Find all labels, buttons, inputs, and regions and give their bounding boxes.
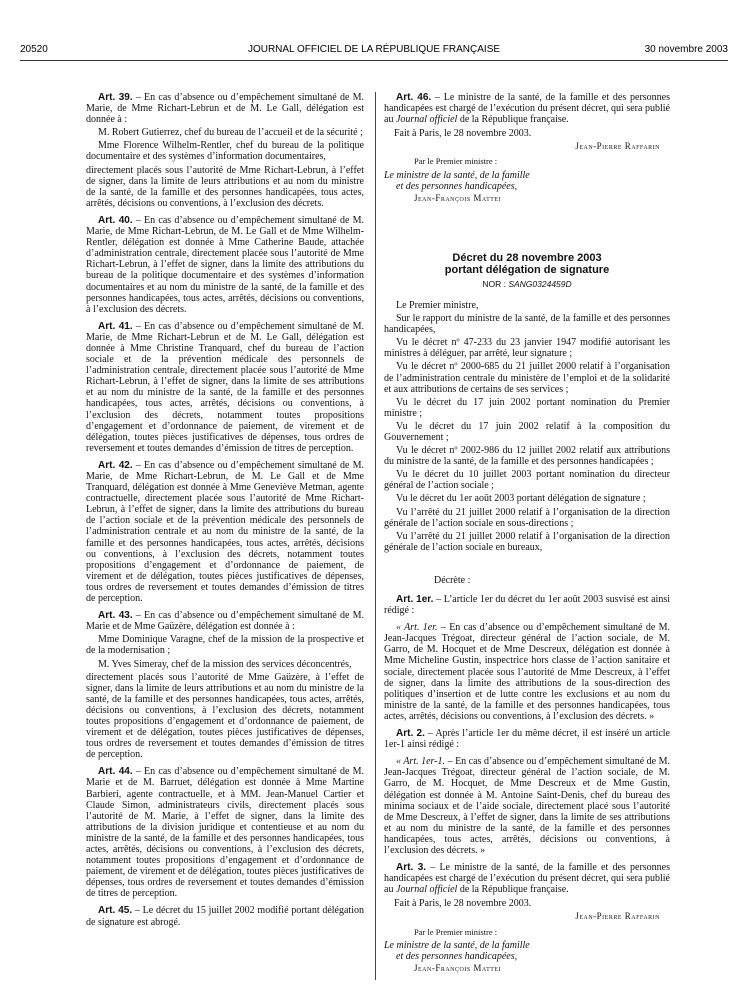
left-column	[86, 92, 364, 930]
journal-title: JOURNAL OFFICIEL DE LA RÉPUBLIQUE FRANÇAISE	[247, 44, 501, 55]
minister-title-line-2: et des personnes handicapées,	[396, 180, 518, 192]
visa-10: Vu l’arrêté du 21 juillet 2000 relatif à l’organisation de la direction générale de l’action sociale en bureaux,	[384, 530, 670, 553]
article-39-closing: directement placés sous l’autorité de Mme Richart-Lebrun, à l’effet de signer, dans la limite de leurs attributions et au nom du ministre de la santé, de la famille et des personnes handicapées, tous actes, arrêtés, décisions ou conventions, à l’exclusion des décrets.	[86, 164, 364, 209]
visa-6: Vu le décret nº 2002-986 du 12 juillet 2002 relatif aux attributions du ministre de la santé, de la famille et des personnes handicapées ;	[384, 445, 670, 468]
article-40: Art. 40. – En cas d’absence ou d’empêchement simultané de M. Marie, de Mme Richart-Lebrun, de M. Le Gall et de Mme Wilhelm-Rentler, délégation est donnée à Mme Catherine Baude, attachée d’administration centrale, directement placée sous l’autorité de Mme Richart-Lebrun, à l’effet de signer, dans la limite des attributions du bureau de la politique documentaire et des systèmes d’information documentaires et au nom du ministre de la santé, de la famille et des personnes handicapées, tous actes, arrêtés, décisions ou conventions, à l’exclusion des décrets.	[86, 214, 365, 315]
signatory-name: Jean-Pierre Raffarin	[575, 141, 660, 152]
article-43: Art. 43. – En cas d’absence ou d’empêchement simultané de M. Marie et de Mme Gaüzère, délégation est donnée à :	[86, 610, 365, 633]
article-46: Art. 46. – Le ministre de la santé, de la famille et des personnes handicapées est chargé de l’exécution du présent décret, qui sera publié au Journal officiel de la République française.	[384, 92, 670, 126]
right-column	[384, 92, 670, 974]
countersign-intro: Par le Premier ministre :	[414, 156, 498, 167]
countersign-intro-2: Par le Premier ministre :	[414, 926, 498, 937]
minister-title-2-line-2: et des personnes handicapées,	[396, 950, 518, 962]
decrete: Décrète :	[434, 574, 471, 586]
minister-title-line-1: Le ministre de la santé, de la famille	[384, 169, 530, 181]
decree-article-2-quote: « Art. 1er-1. – En cas d’absence ou d’empêchement simultané de M. Jean-Jacques Trégoat, directeur général de l’action sociale, de M. Garro, de M. Hocquet, de Mme Descreux et de Mme Gustin, délégation est donnée à M. Antoine Saint-Denis, chef du bureau des minima sociaux et de l’aide sociale, directement placé sous l’autorité de Mme Descreux, à l’effet de signer, dans la limite de ses attributions et au nom du ministre de la santé, de la famille et des personnes handicapées, tous actes, arrêtés, décisions ou conventions, à l’exclusion des décrets. »	[384, 756, 670, 856]
article-39-item-2: Mme Florence Wilhelm-Rentler, chef du bureau de la politique documentaire et des systèmes d’information documentaires,	[86, 140, 364, 163]
decree-article-2: Art. 2. – Après l’article 1er du même décret, il est inséré un article 1er-1 ainsi rédigé :	[384, 728, 670, 751]
decree-title: Décret du 28 novembre 2003 portant délégation de signature	[444, 251, 610, 277]
article-42: Art. 42. – En cas d’absence ou d’empêchement simultané de M. Marie, de Mme Richart-Lebrun, de M. Le Gall et de Mme Tranquard, délégation est donnée à Mme Geneviève Metman, agente contractuelle, directement placée sous l’autorité de Mme Richart-Lebrun, à l’effet de signer, dans la limite des attributions du bureau de l’action sociale et de la prévention médicale des personnels de l’administration centrale et au nom du ministre de la santé, de la famille et des personnes handicapées, tous actes, arrêtés, décisions ou conventions, à l’exclusion des décrets, notamment toutes propositions d’engagement et d’ordonnance de paiement, de virement et de délégation, toutes pièces justificatives de dépenses, tous ordres de reversement et toutes demandes d’émission de titres de perception.	[86, 459, 365, 605]
visa-2: Vu le décret nº 47-233 du 23 janvier 1947 modifié autorisant les ministres à déléguer, par arrêté, leur signature ;	[384, 337, 670, 360]
signature-date: Fait à Paris, le 28 novembre 2003.	[394, 128, 532, 140]
article-45: Art. 45. – Le décret du 15 juillet 2002 modifié portant délégation de signature est abrogé.	[86, 905, 364, 928]
article-39-item-1: M. Robert Gutierrez, chef du bureau de l’accueil et de la sécurité ;	[98, 127, 363, 139]
issue-date: 30 novembre 2003	[644, 44, 728, 55]
visa-1: Sur le rapport du ministre de la santé, de la famille et des personnes handicapées,	[384, 313, 670, 336]
page-header	[20, 44, 728, 58]
decree-article-1-quote: « Art. 1er. – En cas d’absence ou d’empêchement simultané de M. Jean-Jacques Trégoat, directeur général de l’action sociale, de M. Garro, de M. Hocquet et de Mme Descreux, délégation est donnée à Mme Micheline Gustin, inspectrice hors classe de l’action sanitaire et sociale, directement placée sous l’autorité de Mme Descreux, à l’effet de signer, dans la limite des attributions de la sous-direction des politiques d’insertion et de lutte contre les exclusions et au nom du ministre de la santé, de la famille et des personnes handicapées, tous actes, arrêtés, décisions ou conventions, à l’exclusion des décrets. »	[384, 622, 671, 722]
article-44: Art. 44. – En cas d’absence ou d’empêchement simultané de M. Marie et de M. Barruet, délégation est donnée à Mme Martine Barbieri, agente contractuelle, et à MM. Jean-Manuel Cartier et Claude Simon, administrateurs civils, directement placés sous l’autorité de M. Marie, à l’effet de signer, dans la limite des attributions de la division juridique et contentieuse et au nom du ministre de la santé, de la famille et des personnes handicapées, tous actes, arrêtés, décisions ou conventions, à l’exclusion des décrets, notamment toutes propositions d’engagement et d’ordonnance de paiement, de virement et de délégation, toutes pièces justificatives de dépenses, tous ordres de reversement et toutes demandes d’émission de titres de perception.	[86, 766, 365, 900]
signature-date-2: Fait à Paris, le 28 novembre 2003.	[394, 898, 532, 910]
visa-4: Vu le décret du 17 juin 2002 portant nomination du Premier ministre ;	[384, 396, 670, 419]
minister-name: Jean-François Mattei	[414, 192, 502, 203]
page-number: 20520	[20, 44, 48, 55]
visa-9: Vu l’arrêté du 21 juillet 2000 relatif à l’organisation de la direction générale de l’action sociale en sous-directions ;	[384, 506, 670, 529]
minister-title-2-line-1: Le ministre de la santé, de la famille	[384, 939, 530, 951]
article-43-item-1: Mme Dominique Varagne, chef de la mission de la prospective et de la modernisation ;	[86, 634, 364, 657]
decree-article-3: Art. 3. – Le ministre de la santé, de la famille et des personnes handicapées est chargé de l’exécution du présent décret, qui sera publié au Journal officiel de la République française.	[384, 862, 670, 896]
signatory-name-2: Jean-Pierre Raffarin	[575, 911, 660, 922]
minister-name-2: Jean-François Mattei	[414, 962, 502, 973]
article-41: Art. 41. – En cas d’absence ou d’empêchement simultané de M. Marie, de Mme Richart-Lebrun et de M. Le Gall, délégation est donnée à Mme Christine Tranquard, chef du bureau de l’action sociale et de la prévention médicale des personnels de l’administration centrale, directement placée sous l’autorité de Mme Richart-Lebrun, à l’effet de signer, dans la limite de ses attributions et au nom du ministre de la santé, de la famille et des personnes handicapées, tous actes, arrêtés, décisions ou conventions, à l’exclusion des décrets, notamment toutes propositions d’engagement et d’ordonnance de paiement, de virement et de délégation, toutes pièces justificatives de dépenses, tous ordres de reversement et toutes demandes d’émission de titres de perception.	[86, 320, 365, 454]
decree-article-1: Art. 1er. – L’article 1er du décret du 1er août 2003 susvisé est ainsi rédigé :	[384, 594, 670, 617]
article-43-closing: directement placés sous l’autorité de Mme Gaüzère, à l’effet de signer, dans la limite de leurs attributions et au nom du ministre de la santé, de la famille et des personnes handicapées, tous actes, arrêtés, décisions ou conventions, à l’exclusion des décrets, notamment toutes propositions d’engagement et d’ordonnance de paiement, de virement et de délégation, toutes pièces justificatives de dépenses, tous ordres de reversement et toutes demandes d’émission de titres de perception.	[86, 671, 364, 761]
visa-3: Vu le décret nº 2000-685 du 21 juillet 2000 relatif à l’organisation de l’administration centrale du ministère de l’emploi et de la solidarité et aux attributions de certains de ses services ;	[384, 361, 670, 395]
visa-8: Vu le décret du 1er août 2003 portant délégation de signature ;	[396, 493, 646, 505]
article-43-item-2: M. Yves Simeray, chef de la mission des services déconcentrés,	[98, 658, 352, 670]
nor-reference: NOR : SANG0324459D	[482, 278, 572, 289]
visa-5: Vu le décret du 17 juin 2002 relatif à la composition du Gouvernement ;	[384, 420, 670, 443]
header-rule	[20, 60, 728, 61]
article-39: Art. 39. – En cas d’absence ou d’empêchement simultané de M. Marie, de Mme Richart-Lebrun et de M. Le Gall, délégation est donnée à :	[86, 92, 365, 126]
column-divider	[375, 92, 376, 980]
premier-ministre: Le Premier ministre,	[396, 299, 479, 311]
visa-7: Vu le décret du 10 juillet 2003 portant nomination du directeur général de l’action sociale ;	[384, 469, 670, 492]
